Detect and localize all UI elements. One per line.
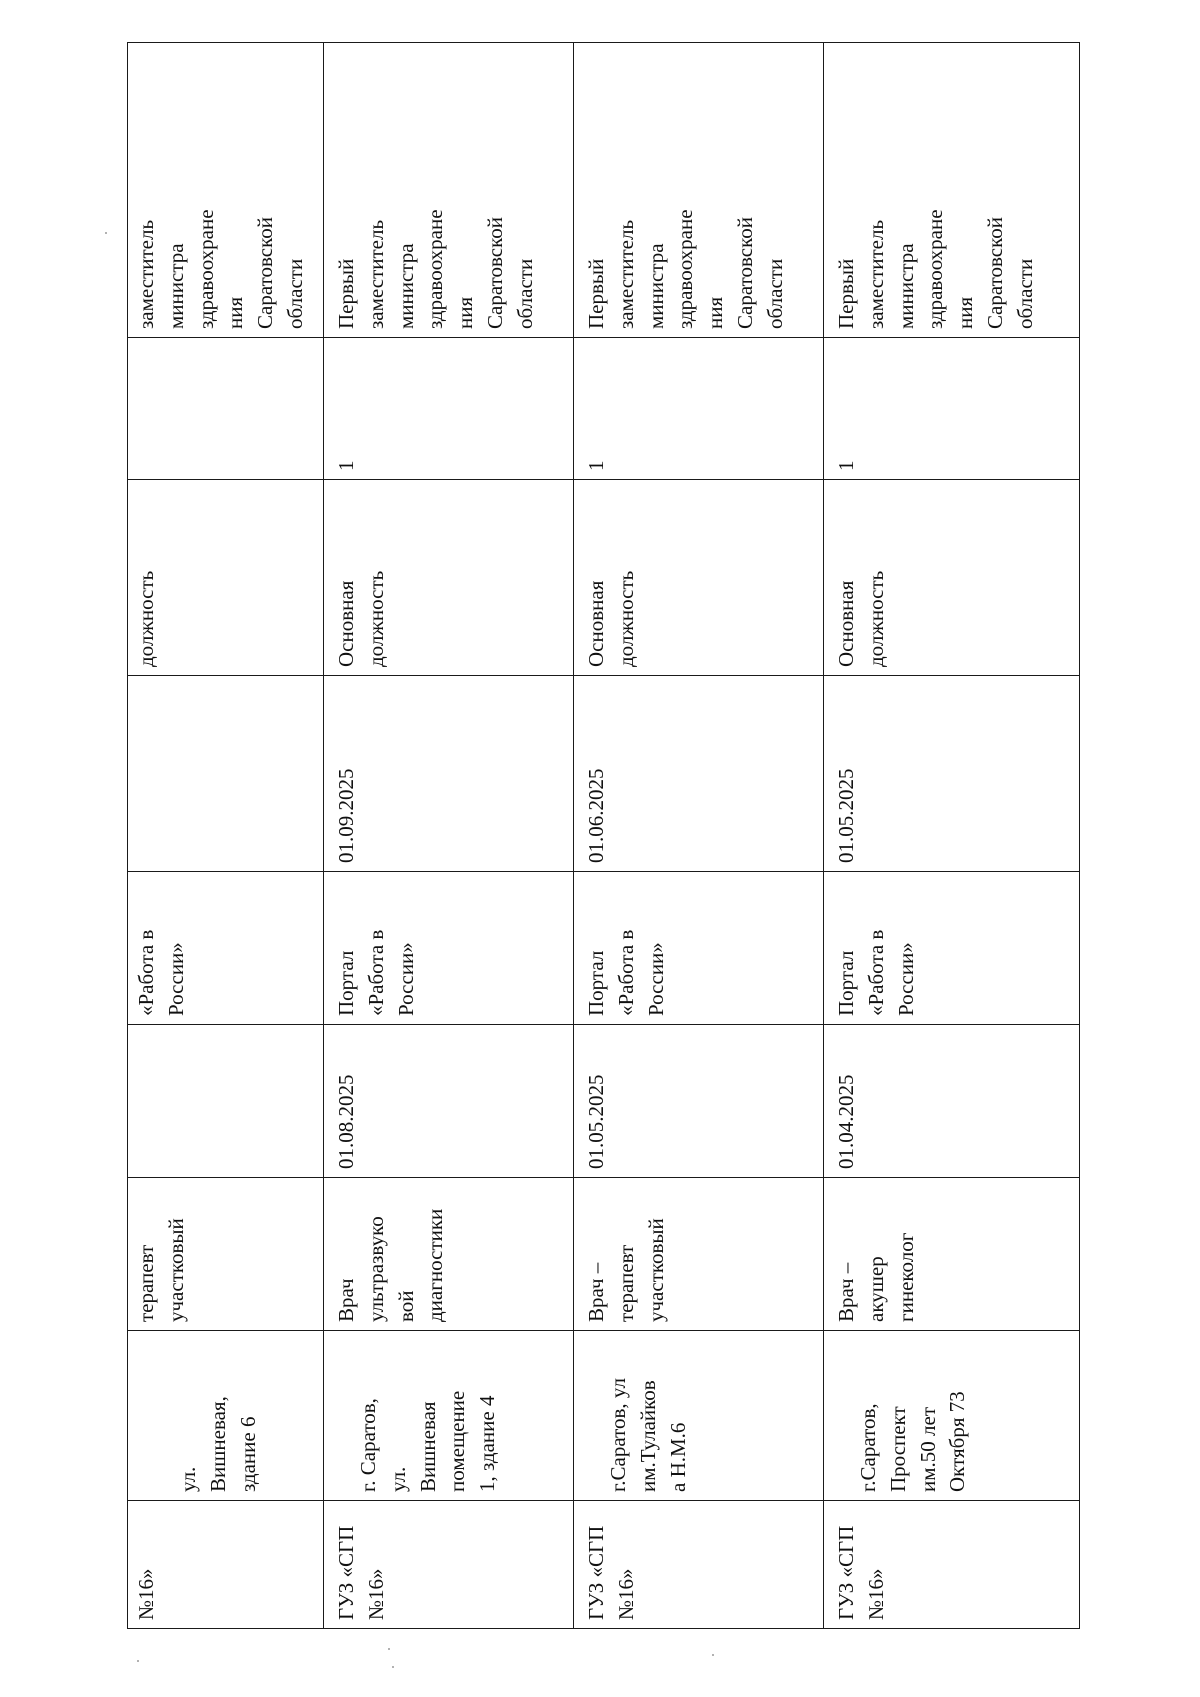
type-cell: Основная должность [824,480,1080,676]
type-cell: Основная должность [574,480,824,676]
count-cell: 1 [574,338,824,480]
count-cell: 1 [824,338,1080,480]
approver-cell: заместитель министра здравоохране ния Саратовской области [128,43,324,338]
date-to-cell [128,676,324,872]
position-cell: Врач ультразвуко вой диагностики [324,1178,574,1331]
date-to-cell: 01.06.2025 [574,676,824,872]
source-cell: Портал «Работа в России» [574,872,824,1025]
scan-speck [712,1654,714,1656]
date-to-cell: 01.09.2025 [324,676,574,872]
source-cell: Портал «Работа в России» [824,872,1080,1025]
scan-speck [105,232,107,234]
address-cell: г. Саратов, ул. Вишневая помещение 1, здание 4 [324,1331,574,1501]
approver-cell: Первый заместитель министра здравоохране ния Саратовской области [324,43,574,338]
org-cell: №16» [128,1501,324,1629]
approver-cell: Первый заместитель министра здравоохране ния Саратовской области [824,43,1080,338]
table-row [128,43,324,1629]
vacancy-table [127,42,1080,1629]
table-row [324,43,574,1629]
source-cell: Портал «Работа в России» [324,872,574,1025]
count-cell [128,338,324,480]
scan-speck [388,1648,390,1650]
org-cell: ГУЗ «СГП №16» [574,1501,824,1629]
position-cell: Врач – акушер гинеколог [824,1178,1080,1331]
scan-speck [137,1660,139,1662]
date-from-cell [128,1025,324,1178]
position-cell: Врач – терапевт участковый [574,1178,824,1331]
address-cell: г.Саратов, Проспект им.50 лет Октября 73 [824,1331,1080,1501]
approver-cell: Первый заместитель министра здравоохране ния Саратовской области [574,43,824,338]
table-row [574,43,824,1629]
count-cell: 1 [324,338,574,480]
source-cell: «Работа в России» [128,872,324,1025]
org-cell: ГУЗ «СГП №16» [324,1501,574,1629]
date-from-cell: 01.05.2025 [574,1025,824,1178]
scan-speck [392,1666,394,1668]
type-cell: Основная должность [324,480,574,676]
date-from-cell: 01.08.2025 [324,1025,574,1178]
date-to-cell: 01.05.2025 [824,676,1080,872]
position-cell: терапевт участковый [128,1178,324,1331]
address-cell: г.Саратов, ул им.Тулайков а Н.М.6 [574,1331,824,1501]
org-cell: ГУЗ «СГП №16» [824,1501,1080,1629]
table-row [824,43,1080,1629]
address-cell: ул. Вишневая, здание 6 [128,1331,324,1501]
date-from-cell: 01.04.2025 [824,1025,1080,1178]
type-cell: должность [128,480,324,676]
